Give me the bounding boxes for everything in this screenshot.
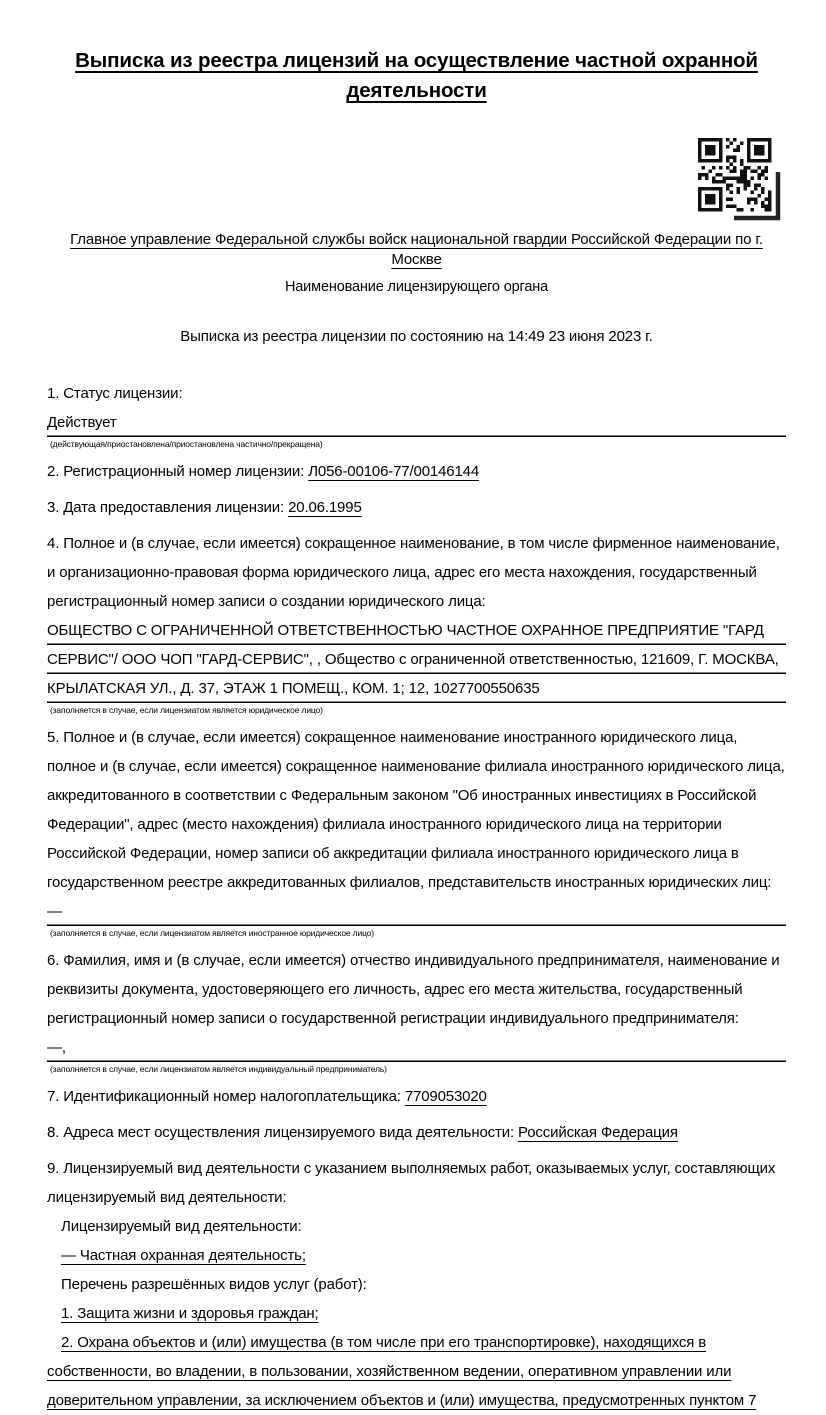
field-foreign-entity-label: 5. Полное и (в случае, если имеется) сокращенное наименование иностранного юридического лица, полное и (в случае, если имеется) сокращенное наименование филиала иностранного юридического лица, аккредитованного в соответствии с Федеральным законом "Об иностранных инвестициях в Российской Федерации", адрес (место нахождения) филиала иностранного юридического лица на территории Российской Федерации, номер записи об аккредитации филиала иностранного юридического лица в государственном реестре аккредитованных филиалов, представительств иностранных юридических лиц: <box>47 729 785 891</box>
field-grant-date-value: 20.06.1995 <box>288 499 362 516</box>
field-activity <box>47 1154 786 1415</box>
field-entrepreneur <box>47 946 786 1075</box>
field-foreign-entity-note: (заполняется в случае, если лицензиатом является иностранное юридическое лицо) <box>50 928 374 938</box>
field-status-label: 1. Статус лицензии: <box>47 385 183 402</box>
activity-kind-caption: Лицензируемый вид деятельности: <box>61 1218 302 1235</box>
field-entrepreneur-label: 6. Фамилия, имя и (в случае, если имеется) отчество индивидуального предпринимателя, наименование и реквизиты документа, удостоверяющего его личность, адрес его места жительства, государственный регистрационный номер записи о государственной регистрации индивидуального предпринимателя: <box>47 952 780 1027</box>
extract-statement-line: Выписка из реестра лицензии по состоянию на 14:49 23 июня 2023 г. <box>180 328 653 345</box>
activity-services-caption: Перечень разрешённых видов услуг (работ): <box>61 1276 367 1293</box>
licensing-authority-caption: Наименование лицензирующего органа <box>284 279 549 295</box>
field-entrepreneur-note: (заполняется в случае, если лицензиатом является индивидуальный предприниматель) <box>50 1064 387 1074</box>
document-title: Выписка из реестра лицензий на осуществление частной охранной деятельности <box>75 49 758 102</box>
qr-block <box>47 138 786 222</box>
field-foreign-entity-value: — <box>47 897 786 926</box>
field-status-note: (действующая/приостановлена/приостановлена частично/прекращена) <box>50 439 323 449</box>
field-reg-number-label: 2. Регистрационный номер лицензии: <box>47 463 305 480</box>
activity-service-item: 2. Охрана объектов и (или) имущества (в том числе при его транспортировке), находящихся в собственности, во владении, в пользовании, хозяйственном ведении, оперативном управлении или доверительном управлении, за исключением объектов и (или) имущества, предусмотренных пунктом 7 <box>47 1334 757 1409</box>
field-addresses <box>47 1118 786 1147</box>
field-inn <box>47 1082 786 1111</box>
field-foreign-entity <box>47 723 786 939</box>
field-addresses-label: 8. Адреса мест осуществления лицензируемого вида деятельности: <box>47 1124 514 1141</box>
field-legal-entity-label: 4. Полное и (в случае, если имеется) сокращенное наименование, в том числе фирменное наименование, и организационно-правовая форма юридического лица, адрес его места нахождения, государственный регистрационный номер записи о создании юридического лица: <box>47 535 780 610</box>
field-grant-date-label: 3. Дата предоставления лицензии: <box>47 499 285 516</box>
field-status <box>47 379 786 450</box>
field-inn-value: 7709053020 <box>404 1088 487 1105</box>
activity-kind-value: — Частная охранная деятельность; <box>61 1247 306 1264</box>
field-activity-label: 9. Лицензируемый вид деятельности с указанием выполняемых работ, оказываемых услуг, составляющих лицензируемый вид деятельности: <box>47 1160 776 1206</box>
field-addresses-value: Российская Федерация <box>518 1124 678 1141</box>
field-entrepreneur-value: —, <box>47 1033 786 1062</box>
qr-code-icon <box>698 138 782 222</box>
licensing-authority-name: Главное управление Федеральной службы войск национальной гвардии Российской Федерации по г. Москве <box>70 231 763 268</box>
field-reg-number-value: Л056-00106-77/00146144 <box>308 463 480 480</box>
field-legal-entity-note: (заполняется в случае, если лицензиатом является юридическое лицо) <box>50 705 323 715</box>
field-status-value: Действует <box>47 408 786 437</box>
field-grant-date <box>47 493 786 522</box>
field-reg-number <box>47 457 786 486</box>
field-legal-entity-value: ОБЩЕСТВО С ОГРАНИЧЕННОЙ ОТВЕТСТВЕННОСТЬЮ ЧАСТНОЕ ОХРАННОЕ ПРЕДПРИЯТИЕ "ГАРД СЕРВИС"/ ООО ЧОП "ГАРД-СЕРВИС", , Общество с ограниченной ответственностью, 121609, Г. МОСКВА, КРЫЛАТСКАЯ УЛ., Д. 37, ЭТАЖ 1 ПОМЕЩ., КОМ. 1; 12, 1027700550635 <box>47 616 786 703</box>
field-inn-label: 7. Идентификационный номер налогоплательщика: <box>47 1088 401 1105</box>
activity-service-item: 1. Защита жизни и здоровья граждан; <box>61 1305 319 1322</box>
field-legal-entity <box>47 529 786 716</box>
